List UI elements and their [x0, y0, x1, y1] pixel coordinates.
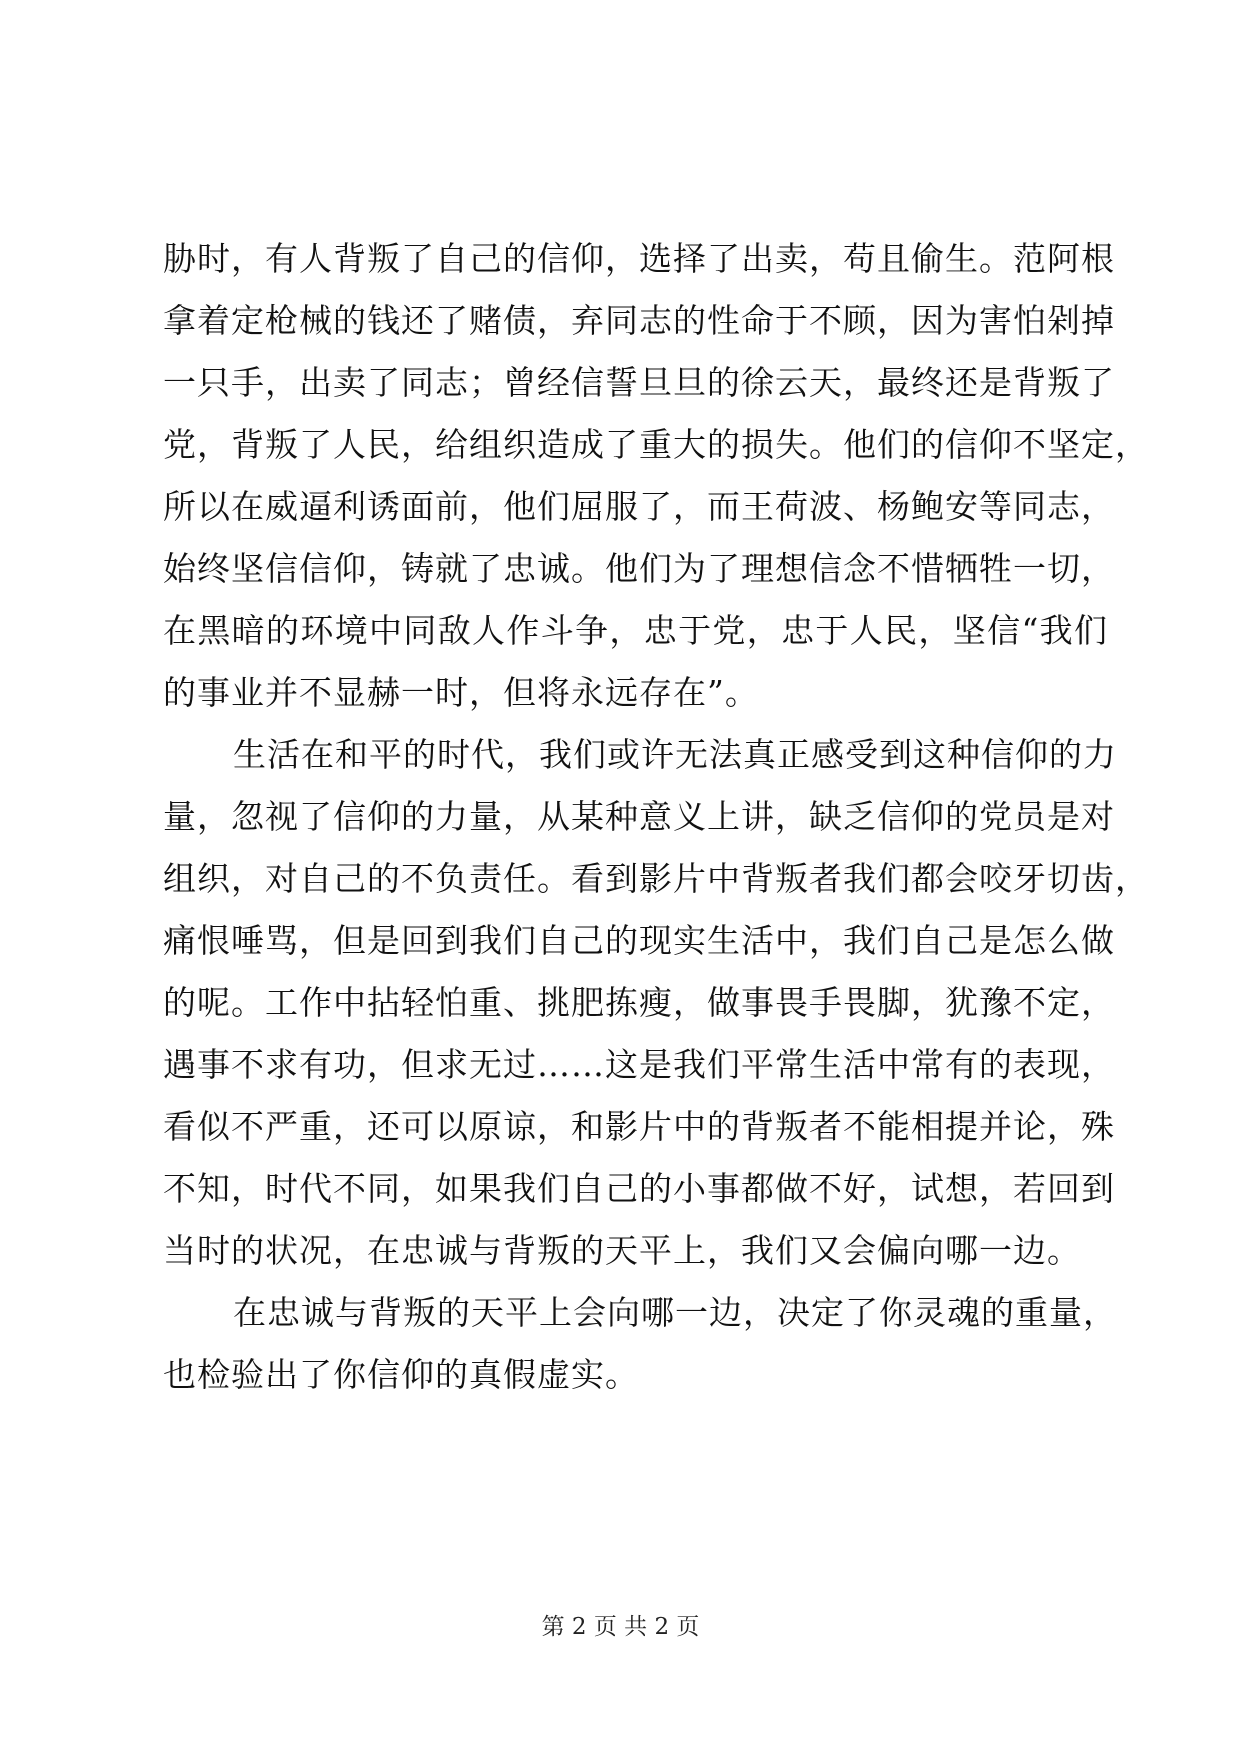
text-line: 遇事不求有功，但求无过……这是我们平常生活中常有的表现， — [163, 1045, 1115, 1084]
paragraph-1 — [163, 228, 1149, 724]
text-line: 当时的状况，在忠诚与背叛的天平上，我们又会偏向哪一边。 — [163, 1231, 1081, 1270]
text-line: 拿着定枪械的钱还了赌债，弃同志的性命于不顾，因为害怕剁掉 — [163, 301, 1115, 340]
text-line: 所以在威逼利诱面前，他们屈服了，而王荷波、杨鲍安等同志， — [163, 487, 1115, 526]
text-line: 党，背叛了人民，给组织造成了重大的损失。他们的信仰不坚定， — [163, 425, 1149, 464]
body-text — [163, 228, 1149, 1406]
text-line: 生活在和平的时代，我们或许无法真正感受到这种信仰的力 — [233, 735, 1117, 774]
text-line: 看似不严重，还可以原谅，和影片中的背叛者不能相提并论，殊 — [163, 1107, 1115, 1146]
text-line: 不知，时代不同，如果我们自己的小事都做不好，试想，若回到 — [163, 1169, 1115, 1208]
text-line: 的呢。工作中拈轻怕重、挑肥拣瘦，做事畏手畏脚，犹豫不定， — [163, 983, 1115, 1022]
text-line: 痛恨唾骂，但是回到我们自己的现实生活中，我们自己是怎么做 — [163, 921, 1115, 960]
text-line: 也检验出了你信仰的真假虚实。 — [163, 1355, 639, 1394]
text-line: 胁时，有人背叛了自己的信仰，选择了出卖，苟且偷生。范阿根 — [163, 239, 1115, 278]
page-footer: 第 2 页 共 2 页 — [541, 1614, 700, 1640]
text-line: 组织，对自己的不负责任。看到影片中背叛者我们都会咬牙切齿， — [163, 859, 1149, 898]
text-line: 在忠诚与背叛的天平上会向哪一边，决定了你灵魂的重量， — [233, 1293, 1117, 1332]
paragraph-3 — [163, 1282, 1117, 1406]
text-line: 一只手，出卖了同志；曾经信誓旦旦的徐云天，最终还是背叛了 — [163, 363, 1115, 402]
text-line: 始终坚信信仰，铸就了忠诚。他们为了理想信念不惜牺牲一切， — [163, 549, 1115, 588]
text-line: 的事业并不显赫一时，但将永远存在”。 — [163, 673, 759, 712]
text-line: 在黑暗的环境中同敌人作斗争，忠于党，忠于人民，坚信“我们 — [163, 611, 1108, 650]
text-line: 量，忽视了信仰的力量，从某种意义上讲，缺乏信仰的党员是对 — [163, 797, 1115, 836]
paragraph-2 — [163, 724, 1149, 1282]
